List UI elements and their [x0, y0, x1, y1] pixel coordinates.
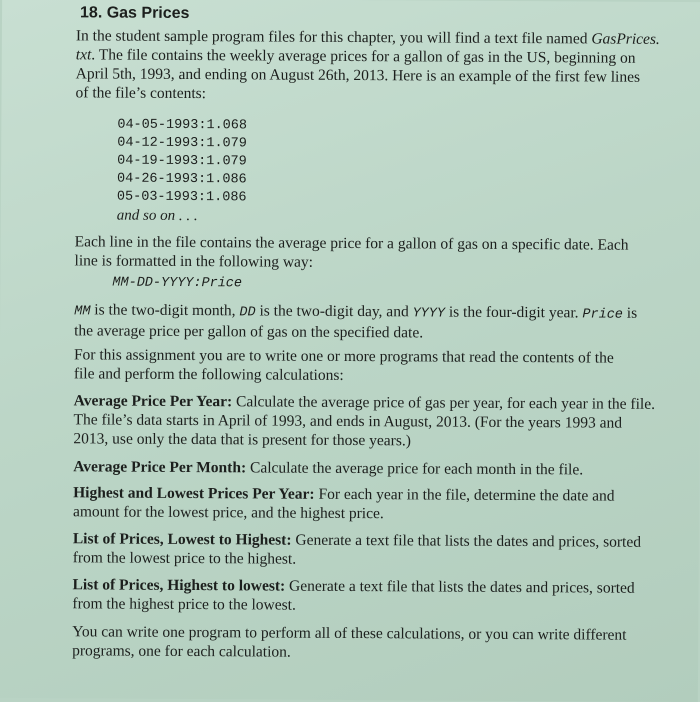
- line-desc-2: line is formatted in the following way:: [74, 252, 314, 271]
- assignment-paragraph: [74, 345, 674, 387]
- filename-part-2: txt: [75, 46, 92, 64]
- assignment-line-1: For this assignment you are to write one or more programs that read the contents of the: [73, 346, 614, 367]
- fields-text: is the two-digit month,: [90, 301, 240, 320]
- field-mm: MM: [74, 304, 91, 320]
- task-highlow-line-2: amount for the lowest price, and the highest price.: [72, 503, 384, 523]
- fields-text: is: [622, 304, 638, 322]
- field-price: Price: [582, 307, 623, 323]
- task-text: Generate a text file that lists the dates and prices, sorted: [291, 531, 642, 551]
- sample-line: 04-12-1993:1.079: [117, 135, 247, 152]
- field-yyyy: YYYY: [412, 306, 446, 322]
- fields-text: is the four-digit year.: [444, 303, 583, 322]
- task-text: Calculate the average price for each month in the file.: [246, 459, 584, 479]
- line-format-paragraph: [74, 232, 674, 274]
- task-year-line-2: The file’s data starts in April of 1993, and ends in August, 2013. (For the years 1993 and: [73, 411, 623, 432]
- task-text: Generate a text file that lists the dates and prices, sorted: [285, 577, 635, 597]
- task-highest-lowest-per-year: [73, 483, 673, 525]
- sample-line: 05-03-1993:1.086: [116, 189, 247, 206]
- task-list-highest-to-lowest: [72, 575, 672, 617]
- field-dd: DD: [239, 305, 256, 321]
- task-year-line-3: 2013, use only the data that is present for those years.): [73, 430, 411, 450]
- closing-paragraph: [72, 622, 672, 664]
- intro-line-4: of the file’s contents:: [75, 84, 207, 103]
- line-desc-1: Each line in the file contains the average price for a gallon of gas on a specific date. Each: [74, 233, 629, 254]
- task-label: Average Price Per Year:: [73, 392, 233, 411]
- task-month-line-1: [73, 457, 673, 480]
- task-text: For each year in the file, determine the date and: [314, 485, 615, 505]
- task-list-lowest-to-highest: [73, 529, 673, 571]
- assignment-line-2: file and perform the following calculations:: [73, 365, 344, 384]
- task-label: List of Prices, Lowest to Highest:: [72, 530, 292, 549]
- fields-text: is the two-digit day, and: [255, 302, 413, 321]
- intro-line-3: April 5th, 1993, and ending on August 26th, 2013. Here is an example of the first few lines: [75, 65, 641, 86]
- filename-part-1: GasPrices.: [591, 30, 660, 48]
- format-spec: MM-DD-YYYY:Price: [112, 275, 243, 292]
- task-label: Average Price Per Month:: [73, 458, 247, 477]
- task-text: Calculate the average price of gas per year, for each year in the file.: [232, 393, 656, 413]
- exercise-heading: 18. Gas Prices: [80, 4, 190, 23]
- task-average-per-year: [73, 391, 673, 452]
- task-average-per-month: [73, 457, 673, 480]
- closing-line-1: You can write one program to perform all of these calculations, or you can write different: [72, 623, 627, 644]
- intro-text: . The file contains the weekly average prices for a gallon of gas in the US, beginning on: [91, 46, 636, 67]
- task-lowhigh-line-2: from the lowest price to the highest.: [72, 549, 297, 568]
- sample-line: 04-05-1993:1.068: [117, 117, 248, 134]
- intro-paragraph: [76, 26, 676, 106]
- sample-file-contents: [117, 117, 247, 226]
- sample-line: 04-19-1993:1.079: [117, 153, 247, 170]
- sample-line: 04-26-1993:1.086: [116, 171, 247, 188]
- closing-line-2: programs, one for each calculation.: [72, 642, 291, 661]
- fields-line-2: the average price per gallon of gas on the specified date.: [74, 322, 424, 342]
- task-highlowlist-line-2: from the highest price to the lowest.: [72, 595, 296, 614]
- sample-etc: and so on . . .: [116, 207, 198, 225]
- task-label: List of Prices, Highest to lowest:: [72, 576, 286, 595]
- fields-paragraph: [74, 300, 674, 344]
- task-label: Highest and Lowest Prices Per Year:: [73, 484, 315, 503]
- intro-text: In the student sample program files for this chapter, you will find a text file named: [75, 27, 592, 48]
